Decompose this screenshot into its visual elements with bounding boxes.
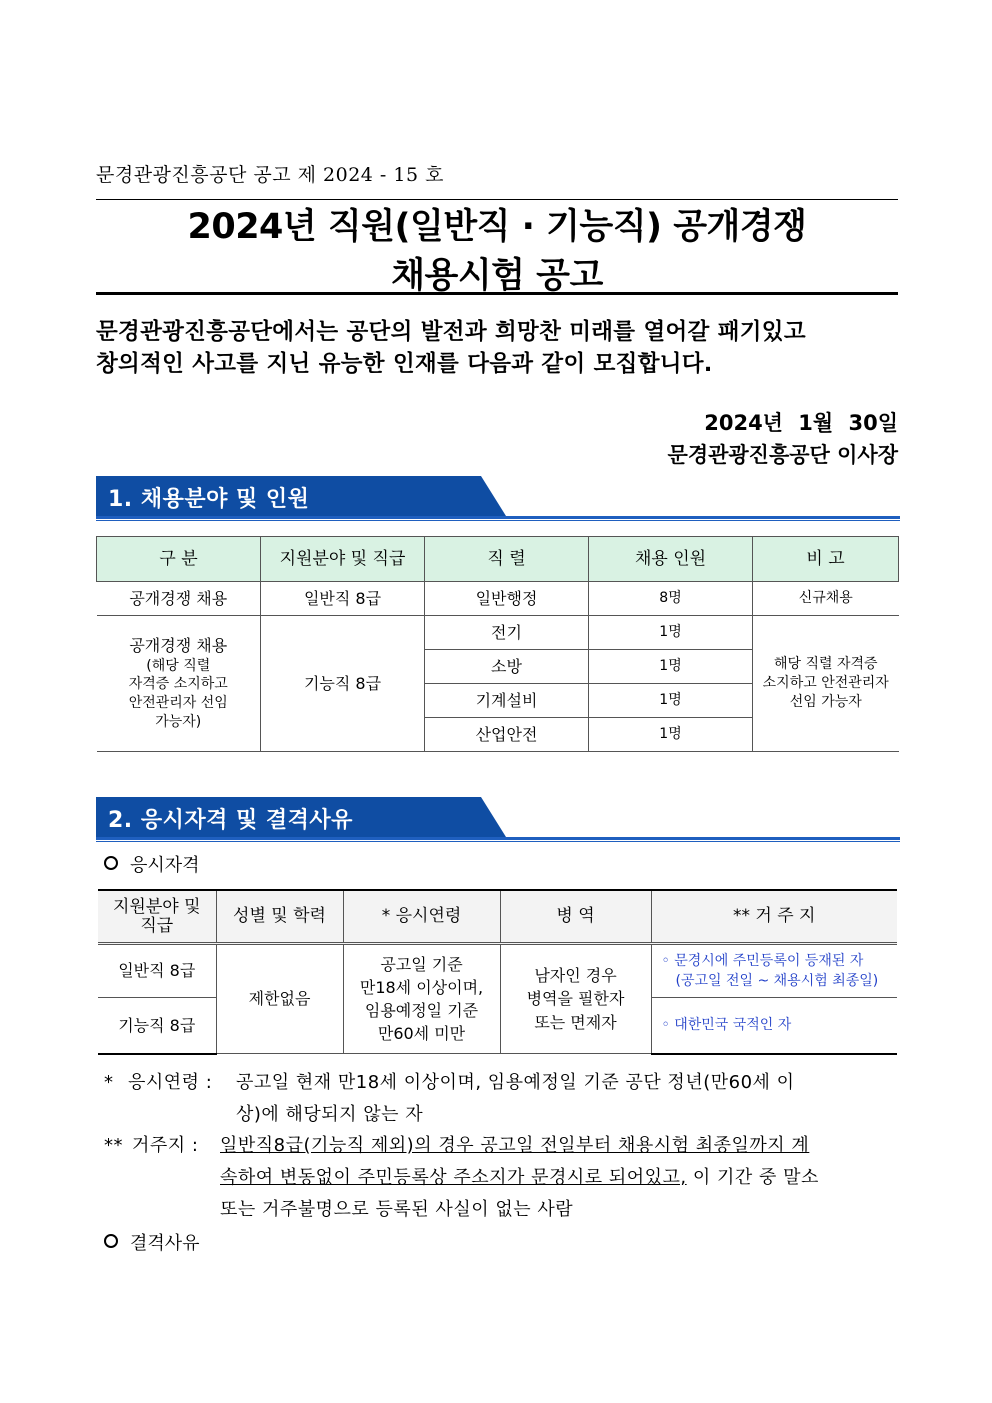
military-line: 또는 면제자	[534, 1012, 617, 1032]
cell-series: 기계설비	[425, 684, 589, 718]
header-line: 직급	[140, 915, 174, 936]
age-note	[104, 1067, 898, 1131]
page-subtitle: 채용시험 공고	[391, 256, 603, 296]
category-line: 공개경쟁 채용	[129, 635, 228, 655]
category-line: 자격증 소지하고	[128, 676, 228, 693]
disqualification-heading	[104, 1229, 200, 1255]
residence-note-mark: **	[104, 1135, 123, 1156]
section2-title: 2. 응시자격 및 결격사유	[108, 808, 353, 833]
col-header-age: * 응시연령	[343, 890, 500, 944]
table-row	[98, 944, 897, 998]
cell-field-technical: 기능직 8급	[98, 998, 216, 1054]
qualification-label: 응시자격	[130, 855, 200, 876]
residence-note-line3: 또는 거주불명으로 등록된 사실이 없는 사람	[220, 1199, 574, 1220]
title-rule	[96, 292, 898, 295]
residence-line: (공고일 전일 ~ 채용시험 최종일)	[675, 973, 879, 989]
col-header-count: 채용 인원	[589, 537, 753, 582]
issue-date: 2024년 1월 30일	[704, 411, 898, 435]
cell-note-technical	[753, 616, 899, 752]
cell-residence-general	[651, 944, 897, 998]
section2-heading	[96, 797, 900, 843]
cell-count: 1명	[589, 616, 753, 650]
col-header-category: 구 분	[97, 537, 261, 582]
cell-field-general: 일반직 8급	[98, 944, 216, 998]
cell-age	[343, 944, 500, 1054]
notice-number: 문경관광진흥공단 공고 제 2024 - 15 호	[96, 164, 444, 186]
cell-count: 1명	[589, 718, 753, 752]
residence-note-label: 거주지 :	[132, 1135, 199, 1156]
qualification-heading	[104, 851, 200, 877]
section1-title: 1. 채용분야 및 인원	[108, 487, 310, 512]
age-note-line2: 상)에 해당되지 않는 자	[236, 1104, 424, 1125]
military-line: 병역을 필한자	[526, 989, 625, 1009]
col-header-series: 직 렬	[425, 537, 589, 582]
age-line: 만18세 이상이며,	[359, 977, 484, 997]
category-line: 안전관리자 선임	[128, 695, 228, 712]
residence-note-text2-rest: 이 기간 중 말소	[692, 1167, 819, 1188]
circle-bullet-icon	[104, 856, 118, 870]
col-header-gender-edu: 성별 및 학력	[216, 890, 343, 944]
cell-series: 전기	[425, 616, 589, 650]
residence-note	[104, 1130, 898, 1226]
col-header-residence: ** 거 주 지	[651, 890, 897, 944]
note-line: 해당 직렬 자격증	[773, 656, 878, 673]
col-header-field: 지원분야 및 직급	[261, 537, 425, 582]
col-header-military: 병 역	[500, 890, 651, 944]
note-line: 소지하고 안전관리자	[762, 675, 889, 692]
table-row	[97, 616, 899, 650]
residence-note-text1: 일반직8급(기능직 제외)의 경우 공고일 전일부터 채용시험 최종일까지 계	[220, 1135, 810, 1156]
qualification-table	[98, 889, 897, 1055]
category-line: (해당 직렬	[146, 657, 211, 674]
page-title: 2024년 직원(일반직 · 기능직) 공개경쟁	[187, 207, 807, 247]
header-line: 지원분야 및	[112, 896, 201, 917]
age-line: 공고일 기준	[380, 954, 463, 974]
residence-line: ◦ 문경시에 주민등록이 등재된 자	[661, 952, 864, 969]
age-line: 만60세 미만	[377, 1024, 466, 1044]
cell-series: 일반행정	[425, 582, 589, 616]
residence-note-line1	[104, 1130, 898, 1162]
cell-series: 산업안전	[425, 718, 589, 752]
cell-field: 일반직 8급	[261, 582, 425, 616]
circle-bullet-icon	[104, 1234, 118, 1248]
age-note-text: 공고일 현재 만18세 이상이며, 임용예정일 기준 공단 정년(만60세 이	[236, 1072, 795, 1093]
cell-residence-technical: ◦ 대한민국 국적인 자	[651, 998, 897, 1054]
age-note-line1	[104, 1067, 898, 1099]
age-note-mark: *	[104, 1072, 114, 1093]
table-row	[97, 582, 899, 616]
note-line: 선임 가능자	[789, 693, 862, 710]
age-note-label: 응시연령 :	[128, 1072, 213, 1093]
military-line: 남자인 경우	[534, 966, 617, 986]
intro-line-2: 창의적인 사고를 지닌 유능한 인재를 다음과 같이 모집합니다.	[96, 351, 713, 377]
section1-heading	[96, 476, 900, 522]
cell-gender-edu: 제한없음	[216, 944, 343, 1054]
issuer: 문경관광진흥공단 이사장	[667, 443, 898, 467]
intro-line-1: 문경관광진흥공단에서는 공단의 발전과 희망찬 미래를 열어갈 패기있고	[96, 319, 806, 345]
cell-field-technical: 기능직 8급	[261, 616, 425, 752]
disqualification-label: 결격사유	[130, 1233, 200, 1254]
residence-note-line2	[104, 1162, 898, 1194]
age-line: 임용예정일 기준	[364, 1001, 479, 1020]
col-header-field	[98, 890, 216, 944]
recruitment-table	[96, 536, 899, 752]
cell-count: 1명	[589, 684, 753, 718]
cell-count: 1명	[589, 650, 753, 684]
cell-series: 소방	[425, 650, 589, 684]
cell-count: 8명	[589, 582, 753, 616]
cell-category: 공개경쟁 채용	[97, 582, 261, 616]
col-header-note: 비 고	[753, 537, 899, 582]
category-line: 가능자)	[155, 714, 202, 731]
residence-note-text2: 속하여 변동없이 주민등록상 주소지가 문경시로 되어있고,	[220, 1167, 687, 1188]
cell-note: 신규채용	[753, 582, 899, 616]
cell-category-technical	[97, 616, 261, 752]
cell-military	[500, 944, 651, 1054]
